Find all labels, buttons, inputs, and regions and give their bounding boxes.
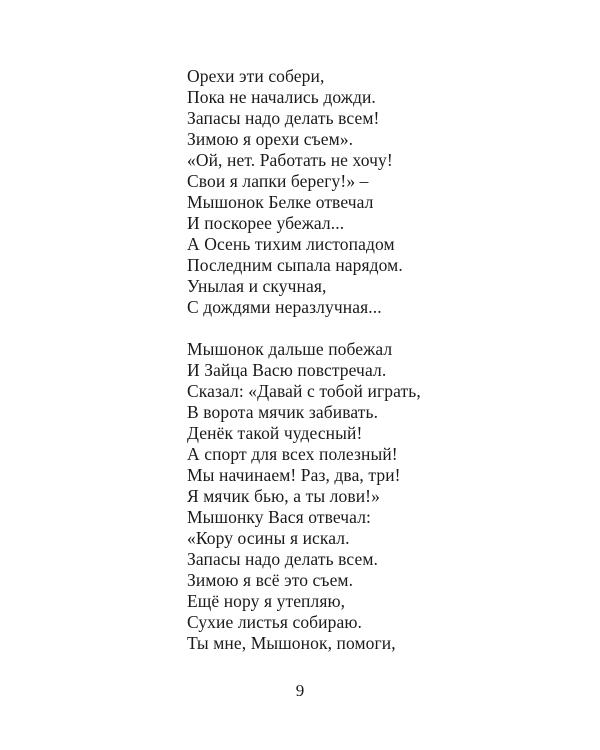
poem-line: Свои я лапки берегу!» – [187,171,369,191]
poem-line: Пока не начались дожди. [187,87,376,107]
poem-line: Орехи эти собери, [187,66,325,86]
poem-line: Ещё нору я утепляю, [187,591,346,611]
poem-line: Мышонок дальше побежал [187,339,393,359]
poem-line: А Осень тихим листопадом [187,234,395,254]
poem-line: Мышонку Вася отвечал: [187,507,371,527]
page-number: 9 [295,681,305,700]
stanza-1 [187,66,567,318]
poem-line: И Зайца Васю повстречал. [187,360,387,380]
poem-line: Ты мне, Мышонок, помоги, [187,633,396,653]
poem-line: Зимою я всё это съем. [187,570,354,590]
poem-line: Унылая и скучная, [187,276,327,296]
poem-line: «Ой, нет. Работать не хочу! [187,150,393,170]
poem-line: Сказал: «Давай с тобой играть, [187,381,421,401]
poem-line: В ворота мячик забивать. [187,402,379,422]
poem-line: Мы начинаем! Раз, два, три! [187,465,401,485]
poem-line: И поскорее убежал... [187,213,345,233]
poem-line: Зимою я орехи съем». [187,129,354,149]
poem-line: Сухие листья собираю. [187,612,363,632]
poem-line: А спорт для всех полезный! [187,444,398,464]
poem-line: Мышонок Белке отвечал [187,192,374,212]
poem-text [187,66,567,654]
poem-line: Запасы надо делать всем. [187,549,378,569]
poem-line: Запасы надо делать всем! [187,108,380,128]
stanza-2 [187,339,567,654]
poem-line: Я мячик бью, а ты лови!» [187,486,380,506]
poem-line: С дождями неразлучная... [187,297,382,317]
poem-line: «Кору осины я искал. [187,528,350,548]
poem-line: Денёк такой чудесный! [187,423,363,443]
poem-line: Последним сыпала нарядом. [187,255,403,275]
